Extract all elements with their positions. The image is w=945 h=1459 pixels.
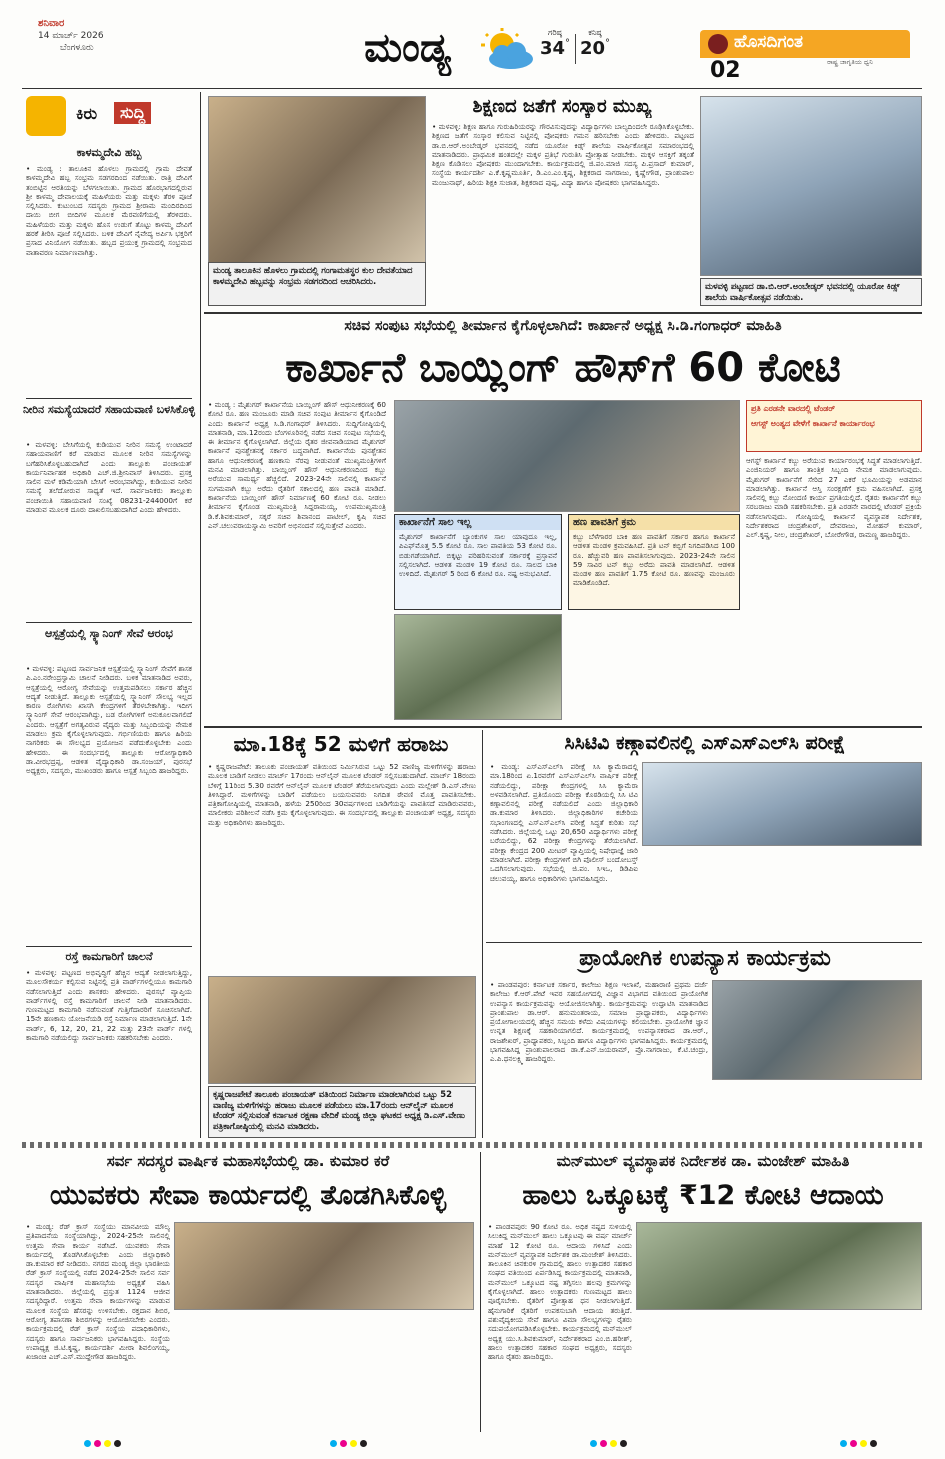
lead-tag-2: ಆಗಸ್ಟ್ ಅಂತ್ಯದ ವೇಳೆಗೆ ಕಾರ್ಖಾನೆ ಕಾರ್ಯಾರಂಭ (751, 419, 875, 428)
masthead (0, 0, 945, 88)
lead-box-2-body: ಕಬ್ಬು ಬೆಳೆಗಾರರ ಬಾಕಿ ಹಣ ಪಾವತಿಗೆ ಸರ್ಕಾರ ಹಾಗೂ ಕಾರ್ಖಾನೆ ಆಡಳಿತ ಮಂಡಳಿ ಕ್ರಮವಹಿಸಿದೆ. ಪ್ರತಿ ಟನ್ ಕಬ್ಬಿಗೆ ನಿಗದಿಪಡಿಸಿದ 100 ರೂ. ಹೆಚ್ಚುವರಿ ಹಣ ಪಾವತಿಸಲಾಗುವುದು. 2023-24ನೇ ಸಾಲಿನ 59 ಸಾವಿರ ಟನ್ ಕಬ್ಬು ಅರೆದು ಪಾವತಿ ಮಾಡಲಾಗಿದೆ. ಆಡಳಿತ ಮಂಡಳಿ ಹಣ ಪಾವತಿಗೆ 1.75 ಕೋಟಿ ರೂ. ಹಣವನ್ನು ಮಂಜೂರು ಮಾಡಿಕೊಂಡಿದೆ. (573, 532, 735, 588)
hand-icon (26, 96, 66, 136)
story-f-photo (174, 1222, 474, 1310)
lead-box-1-body: ಮೈಶುಗರ್ ಕಾರ್ಖಾನೆಗೆ ಬ್ಯಾಂಕುಗಳ ಸಾಲ ಯಾವುದೂ ಇಲ್ಲ, ಪಿಎಫ್‌ಮೊತ್ತ 5.5 ಕೋಟಿ ರೂ. ಸಾಲ ಪಾವತಿಯ 53 ಕೋಟಿ ರೂ. ಬಿಡುಗಡೆಯಾಗಿದೆ. ಬಿಕ್ಕಟ್ಟು ಪರಿಹರಿಸುವಂತೆ ಸರ್ಕಾರಕ್ಕೆ ಪ್ರಸ್ತಾವನೆ ಸಲ್ಲಿಸಲಾಗಿದೆ. ಆಡಳಿತ ಮಂಡಳಿ 19 ಕೋಟಿ ರೂ. ಸಾಲದ ಬಾಕಿ ಉಳಿದಿದೆ. ಮೈಶುಗರ್ 5 ರಿಂದ 6 ಕೋಟಿ ರೂ. ನಷ್ಟ ಅನುಭವಿಸಿದೆ. (399, 532, 557, 579)
kirusuddi-header (26, 96, 192, 138)
page-number: 02 (710, 58, 741, 83)
story-e-headline: ಪ್ರಾಯೋಗಿಕ ಉಪನ್ಯಾಸ ಕಾರ್ಯಕ್ರಮ (579, 946, 831, 971)
story-g-body: • ಪಾಂಡವಪುರ: 90 ಕೋಟಿ ರೂ. ಅಧಿಕ ನಷ್ಟದ ಸುಳಿಯಲ್ಲಿ ಸಿಲುಕಿದ್ದ ಮನ್‌ಮುಲ್ ಹಾಲು ಒಕ್ಕೂಟವು ಈ ವರ್ಷ ಮಾರ್ಚ್ ಮಾಹೆ 12 ಕೋಟಿ ರೂ. ಆದಾಯ ಗಳಿಸಿದೆ ಎಂದು ಮನ್‌ಮುಲ್ ವ್ಯವಸ್ಥಾಪಕ ನಿರ್ದೇಶಕ ಡಾ.ಮಂಜೇಶ್ ತಿಳಿಸಿದರು. ತಾಲೂಕಿನ ಚಿನಕುರಳಿ ಗ್ರಾಮದಲ್ಲಿ ಹಾಲು ಉತ್ಪಾದಕರ ಸಹಕಾರ ಸಂಘದ ವತಿಯಿಂದ ಏರ್ಪಡಿಸಿದ್ದ ಕಾರ್ಯಕ್ರಮದಲ್ಲಿ ಮಾತನಾಡಿ, ಮನ್‌ಮುಲ್ ಒಕ್ಕೂಟದ ನಷ್ಟ ತಗ್ಗಿಸಲು ಹಲವು ಕ್ರಮಗಳನ್ನು ಕೈಗೊಳ್ಳಲಾಗಿದೆ. ಹಾಲು ಉತ್ಪಾದಕರು ಗುಣಮಟ್ಟದ ಹಾಲು ಪೂರೈಸಬೇಕು. ರೈತರಿಗೆ ಪ್ರೋತ್ಸಾಹ ಧನ ನೀಡಲಾಗುತ್ತಿದೆ. ಹೈನುಗಾರಿಕೆ ರೈತರಿಗೆ ಉಪಕಸುಬಾಗಿ ಆದಾಯ ತರುತ್ತಿದೆ. ಪಶುವೈದ್ಯಕೀಯ ಸೇವೆ ಹಾಗೂ ವಿಮಾ ಸೌಲಭ್ಯಗಳನ್ನು ರೈತರು ಸದುಪಯೋಗಪಡಿಸಿಕೊಳ್ಳಬೇಕು. ಕಾರ್ಯಕ್ರಮದಲ್ಲಿ ಮನ್‌ಮುಲ್ ಅಧ್ಯಕ್ಷ ಯು.ಸಿ.ಶಿವಕುಮಾರ್, ನಿರ್ದೇಶಕರಾದ ಎಂ.ಬಿ.ಹರೀಶ್, ಹಾಲು ಉತ್ಪಾದಕರ ಸಹಕಾರ ಸಂಘದ ಅಧ್ಯಕ್ಷರು, ಸದಸ್ಯರು ಹಾಗೂ ರೈತರು ಹಾಜರಿದ್ದರು. (488, 1222, 632, 1362)
kirusuddi-column (22, 92, 196, 1140)
story-b-photo (700, 96, 922, 276)
column-rule (200, 92, 201, 1138)
section-strip (22, 1142, 922, 1148)
lead-box-2-title: ಹಣ ಪಾವತಿಗೆ ಕ್ರಮ (569, 515, 739, 530)
story-d-headline: ಸಿಸಿಟಿವಿ ಕಣ್ಗಾವಲಿನಲ್ಲಿ ಎಸ್‌ಎಸ್‌ಎಲ್‌ಸಿ ಪರೀಕ್ಷೆ (564, 732, 846, 754)
brand-name: ಹೊಸದಿಗಂತ (734, 32, 804, 52)
story-g-kicker: ಮನ್‌ಮುಲ್ ವ್ಯವಸ್ಥಾಪಕ ನಿರ್ದೇಶಕ ಡಾ. ಮಂಜೇಶ್ ಮಾಹಿತಿ (556, 1152, 850, 1170)
lead-body-3 (568, 614, 740, 720)
brief-1-title: ಕಾಳಮ್ಮದೇವಿ ಹಬ್ಬ (76, 146, 142, 159)
weather-icon (478, 28, 538, 72)
brief-1-body: • ಮಂಡ್ಯ : ತಾಲೂಕಿನ ಹೊಳಲು ಗ್ರಾಮದಲ್ಲಿ ಗ್ರಾಮ ದೇವತೆ ಕಾಳಮ್ಮದೇವಿ ಹಬ್ಬ ಸಂಭ್ರಮ ಸಡಗರದಿಂದ ನಡೆಯಿತು. ರಾತ್ರಿ ದೇವಿಗೆ ತಂಬಿಟ್ಟಿನ ಆರತಿಯನ್ನು ಬೆಳಗಲಾಯಿತು. ಗ್ರಾಮದ ಹೊರಭಾಗದಲ್ಲಿರುವ ಶ್ರೀ ಕಾಳಮ್ಮ ದೇವಾಲಯಕ್ಕೆ ಮಹಿಳೆಯರು ಮತ್ತು ಮಕ್ಕಳು ತೆರಳಿ ಪೂಜೆ ಸಲ್ಲಿಸಿದರು. ಕುಟುಂಬದ ಸದಸ್ಯರು ಗ್ರಾಮದ ಶ್ರೀರಾಮ ಮಂದಿರದಿಂದ ದಾಯಿ ಬೀಗ ಬೀದಿಗಳ ಮೂಲಕ ಮೆರವಣಿಗೆಯಲ್ಲಿ ತೆರಳಿದರು. ಮಹಿಳೆಯರು ಮತ್ತು ಮಕ್ಕಳು ಹೊಸ ಉಡುಗೆ ತೊಟ್ಟು ಕಾಳಮ್ಮ ದೇವಿಗೆ ಹರಕೆ ತೀರಿಸಿ ಪೂಜೆ ಸಲ್ಲಿಸಿದರು. ಬಳಿಕ ದೇವಿಗೆ ನೈವೇದ್ಯ ಅರ್ಪಿಸಿ ಭಕ್ತರಿಗೆ ಪ್ರಸಾದ ವಿನಿಯೋಗ ನಡೆಯಿತು. ಹಬ್ಬದ ಪ್ರಯುಕ್ತ ಗ್ರಾಮದಲ್ಲಿ ಸಂಭ್ರಮದ ವಾತಾವರಣ ನಿರ್ಮಾಣವಾಗಿತ್ತು. (26, 164, 192, 257)
brand-emblem-icon (708, 34, 728, 54)
story-c-photo (208, 976, 476, 1084)
weather-max (538, 28, 572, 74)
masthead-day: ಶನಿವಾರ (38, 18, 65, 29)
story-c-headline: ಮಾ.18ಕ್ಕೆ 52 ಮಳಿಗೆ ಹರಾಜು (233, 732, 449, 756)
story-c-body: • ಕೃಷ್ಣರಾಜಪೇಟೆ: ತಾಲೂಕು ಪಂಚಾಯತ್ ವತಿಯಿಂದ ನಿರ್ಮಿಸಿರುವ ಒಟ್ಟು 52 ವಾಣಿಜ್ಯ ಮಳಿಗೆಗಳನ್ನು ಹರಾಜು ಮೂಲಕ ಬಾಡಿಗೆ ನೀಡಲು ಮಾರ್ಚ್ 17ರಂದು ಆನ್‌ಲೈನ್ ಮೂಲಕ ಟೆಂಡರ್ ಸಲ್ಲಿಸಬಹುದಾಗಿದೆ. ಮಾರ್ಚ್ 18ರಂದು ಬೆಳಿಗ್ಗೆ 11ರಿಂದ 5.30 ರವರೆಗೆ ಆನ್‌ಲೈನ್ ಮೂಲಕ ಟೆಂಡರ್ ತೆರೆಯಲಾಗುವುದು ಎಂದು ಮಲ್ಲೇಶ್ ಡಿ.ಎಸ್.ವೇಣು ತಿಳಿಸಿದ್ದಾರೆ. ಮಳಿಗೆಗಳನ್ನು ಬಾಡಿಗೆ ಪಡೆಯಲು ಬಯಸುವವರು ನಿಗದಿತ ಠೇವಣಿ ಮೊತ್ತ ಪಾವತಿಸಬೇಕು. ಪತ್ರಿಕಾಗೋಷ್ಠಿಯಲ್ಲಿ ಮಾತನಾಡಿ, ಹಳೆಯ 250ರಿಂದ 30ವರ್ಷಗಳಿಂದ ಬಾಡಿಗೆಯನ್ನು ಪಾವತಿಸದೆ ಮಾಡಿರುವವರು, ಮಾಲೀಕರು ಪರಿಶೀಲನೆ ನಡೆಸಿ ಕ್ರಮ ಕೈಗೊಳ್ಳಲಾಗುವುದು. ಈ ಸಂದರ್ಭದಲ್ಲಿ ತಾಲ್ಲೂಕು ಪಂಚಾಯತ್ ಅಧ್ಯಕ್ಷ, ಸದಸ್ಯರು ಮತ್ತು ಅಧಿಕಾರಿಗಳು ಹಾಜರಿದ್ದರು. (208, 762, 476, 827)
weather-min-value: 20 (579, 38, 606, 59)
masthead-date: 14 ಮಾರ್ಚ್ 2026 (38, 31, 104, 41)
story-g-headline: ಹಾಲು ಒಕ್ಕೂಟಕ್ಕೆ ₹12 ಕೋಟಿ ಆದಾಯ (522, 1180, 884, 1211)
story-e-body: • ಪಾಂಡವಪುರ: ಕರ್ನಾಟಕ ಸರ್ಕಾರ, ಕಾಲೇಜು ಶಿಕ್ಷಣ ಇಲಾಖೆ, ಮಹಾರಾಣಿ ಪ್ರಥಮ ದರ್ಜೆ ಕಾಲೇಜು ಕೆ.ಆರ್.ಪೇಟೆ ಇವರ ಸಹಯೋಗದಲ್ಲಿ ವಿಜ್ಞಾನ ವಿಭಾಗದ ವತಿಯಿಂದ ಪ್ರಾಯೋಗಿಕ ಉಪನ್ಯಾಸ ಕಾರ್ಯಕ್ರಮವನ್ನು ಆಯೋಜಿಸಲಾಗಿತ್ತು. ಕಾರ್ಯಕ್ರಮವನ್ನು ಉದ್ಘಾಟಿಸಿ ಮಾತನಾಡಿದ ಪ್ರಾಂಶುಪಾಲ ಡಾ.ಆರ್. ಹನುಮಂತರಾಯ, ಸಮಾಜ ಪ್ರಾಧ್ಯಾಪಕರು, ವಿದ್ಯಾರ್ಥಿಗಳು ಪ್ರಯೋಗಾಲಯದಲ್ಲಿ ಹೆಚ್ಚಿನ ಸಮಯ ಕಳೆದು ವಿಷಯಗಳನ್ನು ಕಲಿಯಬೇಕು. ಪ್ರಾಯೋಗಿಕ ಜ್ಞಾನ ಉನ್ನತ ಶಿಕ್ಷಣಕ್ಕೆ ಸಹಕಾರಿಯಾಗಲಿದೆ. ಕಾರ್ಯಕ್ರಮದಲ್ಲಿ ಉಪನ್ಯಾಸಕರಾದ ಡಾ.ಆರ್., ರಾಜಶೇಖರ್, ಪ್ರಾಧ್ಯಾಪಕರು, ಸಿಬ್ಬಂದಿ ಹಾಗೂ ವಿದ್ಯಾರ್ಥಿಗಳು ಭಾಗವಹಿಸಿದ್ದರು. ಕಾರ್ಯಕ್ರಮದಲ್ಲಿ ಭಾಗವಹಿಸಿದ್ದ ಪ್ರಾಂಶುಪಾಲರಾದ ಡಾ.ಕೆ.ಎನ್.ಜಯರಾಮ್, ಪ್ರೊ.ನಾಗರಾಜು, ಕೆ.ಟಿ.ಚಂದ್ರು, ಎ.ಪಿ.ಧನಲಕ್ಷ್ಮಿ ಹಾಜರಿದ್ದರು. (490, 980, 708, 1064)
lead-box-1-title: ಕಾರ್ಖಾನೆಗೆ ಸಾಲ ಇಲ್ಲ (395, 515, 561, 530)
lead-kicker: ಸಚಿವ ಸಂಪುಟ ಸಭೆಯಲ್ಲಿ ತೀರ್ಮಾನ ಕೈಗೊಳ್ಳಲಾಗಿದೆ: ಕಾರ್ಖಾನೆ ಅಧ್ಯಕ್ಷ ಸಿ.ಡಿ.ಗಂಗಾಧರ್ ಮಾಹಿತಿ (344, 318, 782, 334)
brief-divider (26, 946, 192, 947)
lead-box-2 (568, 514, 740, 610)
lead-photo-factory (394, 614, 562, 720)
story-b-body: • ಮಳವಳ್ಳಿ: ಶಿಕ್ಷಣ ಹಾಗೂ ಗುರುಹಿರಿಯರನ್ನು ಗೌರವಿಸುವುದನ್ನು ವಿದ್ಯಾರ್ಥಿಗಳು ಬಾಲ್ಯದಿಂದಲೇ ರೂಢಿಸಿಕೊಳ್ಳಬೇಕು. ಶಿಕ್ಷಣದ ಜತೆಗೆ ಸಂಸ್ಕಾರ ಕಲಿಸುವ ನಿಟ್ಟಿನಲ್ಲಿ ಪೋಷಕರು ಗಮನ ಹರಿಸಬೇಕು ಎಂದು ಹೇಳಿದರು. ಪಟ್ಟಣದ ಡಾ.ಬಿ.ಆರ್.ಅಂಬೇಡ್ಕರ್ ಭವನದಲ್ಲಿ ನಡೆದ ಯೂರೋ ಕಿಡ್ಸ್ ಶಾಲೆಯ ವಾರ್ಷಿಕೋತ್ಸವ ಸಮಾರಂಭದಲ್ಲಿ ಮಾತನಾಡಿದರು. ಪ್ರಾಥಮಿಕ ಹಂತದಲ್ಲೇ ಮಕ್ಕಳ ಪ್ರತಿಭೆ ಗುರುತಿಸಿ ಪ್ರೋತ್ಸಾಹ ನೀಡಬೇಕು. ಮಕ್ಕಳ ಆಸಕ್ತಿಗೆ ತಕ್ಕಂತೆ ಶಿಕ್ಷಣ ಕೊಡಿಸಲು ಪೋಷಕರು ಮುಂದಾಗಬೇಕು. ಕಾರ್ಯಕ್ರಮದಲ್ಲಿ ಜಿ.ಪಂ.ಮಾಜಿ ಸದಸ್ಯ ಪಿ.ಪ್ರಸಾದ್ ಕುಮಾರ್, ಸಂಸ್ಥೆಯ ಕಾರ್ಯದರ್ಶಿ ಎ.ಕೆ.ಕೃಷ್ಣಮೂರ್ತಿ, ಡಿ.ಎಂ.ಎಂ.ಕೃಷ್ಣ, ಶಿಕ್ಷಕರಾದ ನಾಗರಾಜು, ಕೃಷ್ಣೇಗೌಡ, ಪ್ರಾಂಶುಪಾಲ ಮಂಜುನಾಥ್, ಹಿರಿಯ ಶಿಕ್ಷಕಿ ಸುಜಾತ, ಶಿಕ್ಷಕರಾದ ಪುಷ್ಪ, ವಿದ್ಯಾ ಹಾಗೂ ಪೋಷಕರು ಭಾಗವಹಿಸಿದ್ದರು. (432, 122, 694, 187)
story-d-photo (642, 762, 922, 846)
brief-2-body: • ಮಳವಳ್ಳಿ: ಬೇಸಿಗೆಯಲ್ಲಿ ಕುಡಿಯುವ ನೀರಿನ ಸಮಸ್ಯೆ ಉಂಟಾದರೆ ಸಹಾಯವಾಣಿಗೆ ಕರೆ ಮಾಡುವ ಮೂಲಕ ನೀರಿನ ಸಮಸ್ಯೆಗಳನ್ನು ಬಗೆಹರಿಸಿಕೊಳ್ಳಬಹುದಾಗಿದೆ ಎಂದು ತಾಲ್ಲೂಕು ಪಂಚಾಯತ್ ಕಾರ್ಯನಿರ್ವಾಹಕ ಅಧಿಕಾರಿ ಎಚ್.ಜಿ.ಶ್ರೀನಿವಾಸ್ ತಿಳಿಸಿದರು. ಪ್ರಸಕ್ತ ಸಾಲಿನ ಮಳೆ ಕಡಿಮೆಯಾಗಿ ಬೇಸಿಗೆ ಆರಂಭವಾಗಿದ್ದು, ಕುಡಿಯುವ ನೀರಿನ ಸಮಸ್ಯೆ ತಲೆದೋರುವ ಸಾಧ್ಯತೆ ಇದೆ. ಸಾರ್ವಜನಿಕರು ತಾಲ್ಲೂಕು ಪಂಚಾಯಿತಿ ಸಹಾಯವಾಣಿ ಸಂಖ್ಯೆ 08231-244000ಗೆ ಕರೆ ಮಾಡುವ ಮೂಲಕ ದೂರು ದಾಖಲಿಸಬಹುದಾಗಿದೆ ಎಂದು ಹೇಳಿದರು. (26, 440, 192, 515)
masthead-title: ಮಂಡ್ಯ (364, 25, 451, 71)
registration-marks-mid (590, 1440, 627, 1447)
brief-2-title: ನೀರಿನ ಸಮಸ್ಯೆಯಾದರೆ ಸಹಾಯವಾಣಿ ಬಳಸಿಕೊಳ್ಳಿ (22, 403, 196, 416)
story-a-caption: ಮಂಡ್ಯ ತಾಲೂಕಿನ ಹೊಳಲು ಗ್ರಾಮದಲ್ಲಿ ಗಂಗಾಮತಸ್ಥರ ಕುಲ ದೇವತೆಯಾದ ಕಾಳಮ್ಮದೇವಿ ಹಬ್ಬವನ್ನು ಸಂಭ್ರಮ ಸಡಗರದಿಂದ ಆಚರಿಸಿದರು. (208, 262, 426, 306)
story-a-photo (208, 96, 426, 276)
story-g-photo (636, 1222, 922, 1310)
story-b-headline: ಶಿಕ್ಷಣದ ಜತೆಗೆ ಸಂಸ್ಕಾರ ಮುಖ್ಯ (472, 96, 652, 117)
weather-min-label: ಕನಿಷ್ಠ (588, 28, 602, 37)
brief-4-title: ರಸ್ತೆ ಕಾಮಗಾರಿಗೆ ಚಾಲನೆ (65, 950, 153, 963)
lead-box-1 (394, 514, 562, 610)
brief-3-body: • ಮಳವಳ್ಳಿ: ಪಟ್ಟಣದ ಸಾರ್ವಜನಿಕ ಆಸ್ಪತ್ರೆಯಲ್ಲಿ ಸ್ಕ್ಯಾನಿಂಗ್ ಸೇವೆಗೆ ಶಾಸಕ ಪಿ.ಎಂ.ನರೇಂದ್ರಸ್ವಾಮಿ ಚಾಲನೆ ನೀಡಿದರು. ಬಳಿಕ ಮಾತನಾಡಿದ ಅವರು, ಆಸ್ಪತ್ರೆಯಲ್ಲಿ ಆರೋಗ್ಯ ಸೇವೆಯನ್ನು ಉತ್ತಮಪಡಿಸಲು ಸರ್ಕಾರ ಹೆಚ್ಚಿನ ಆದ್ಯತೆ ನೀಡುತ್ತಿದೆ. ತಾಲ್ಲೂಕು ಆಸ್ಪತ್ರೆಯಲ್ಲಿ ಸ್ಕ್ಯಾನಿಂಗ್ ಸೌಲಭ್ಯ ಇಲ್ಲದ ಕಾರಣ ರೋಗಿಗಳು ಖಾಸಗಿ ಕೇಂದ್ರಗಳಿಗೆ ತೆರಳಬೇಕಾಗಿತ್ತು. ಇದೀಗ ಸ್ಕ್ಯಾನಿಂಗ್ ಸೇವೆ ಆರಂಭವಾಗಿದ್ದು, ಬಡ ರೋಗಿಗಳಿಗೆ ಅನುಕೂಲವಾಗಲಿದೆ ಎಂದರು. ಆಸ್ಪತ್ರೆಗೆ ಅಗತ್ಯವಿರುವ ವೈದ್ಯರು ಮತ್ತು ಸಿಬ್ಬಂದಿಯನ್ನು ನೇಮಕ ಮಾಡಲು ಕ್ರಮ ಕೈಗೊಳ್ಳಲಾಗುವುದು. ಗರ್ಭಿಣಿಯರು ಹಾಗೂ ಹಿರಿಯ ನಾಗರಿಕರು ಈ ಸೌಲಭ್ಯದ ಪ್ರಯೋಜನ ಪಡೆದುಕೊಳ್ಳಬೇಕು ಎಂದು ಹೇಳಿದರು. ಈ ಸಂದರ್ಭದಲ್ಲಿ ತಾಲ್ಲೂಕು ಆರೋಗ್ಯಾಧಿಕಾರಿ ಡಾ.ವೀರಭದ್ರಪ್ಪ, ಆಡಳಿತ ವೈದ್ಯಾಧಿಕಾರಿ ಡಾ.ಸಂಜಯ್, ಪುರಸಭೆ ಅಧ್ಯಕ್ಷರು, ಸದಸ್ಯರು, ಮುಖಂಡರು ಹಾಗೂ ಆಸ್ಪತ್ರೆ ಸಿಬ್ಬಂದಿ ಹಾಜರಿದ್ದರು. (26, 664, 192, 776)
section-rule (486, 942, 922, 943)
section-rule (204, 726, 922, 728)
brief-divider (26, 622, 192, 623)
brand-tagline: ರಾಷ್ಟ್ರ ಜಾಗೃತಿಯ ಧ್ವನಿ (827, 58, 873, 66)
kirusuddi-label-b: ಸುದ್ದಿ (114, 102, 151, 124)
masthead-date-block (38, 18, 158, 62)
story-f-kicker: ಸರ್ವ ಸದಸ್ಯರ ವಾರ್ಷಿಕ ಮಹಾಸಭೆಯಲ್ಲಿ ಡಾ. ಕುಮಾರ ಕರೆ (106, 1152, 390, 1170)
weather-min (578, 28, 612, 74)
masthead-rule (22, 88, 922, 89)
story-f-body: • ಮಂಡ್ಯ: ರೆಡ್ ಕ್ರಾಸ್ ಸಂಸ್ಥೆಯು ಮಾನವೀಯ ಮೌಲ್ಯ ಪ್ರತಿಪಾದನೆಯ ಸಂಸ್ಥೆಯಾಗಿದ್ದು, 2024-25ನೇ ಸಾಲಿನಲ್ಲಿ ಉತ್ತಮ ಸೇವಾ ಕಾರ್ಯ ನಡೆಸಿದೆ. ಯುವಕರು ಸೇವಾ ಕಾರ್ಯದಲ್ಲಿ ತೊಡಗಿಸಿಕೊಳ್ಳಬೇಕು ಎಂದು ಜಿಲ್ಲಾಧಿಕಾರಿ ಡಾ.ಕುಮಾರ ಕರೆ ನೀಡಿದರು. ನಗರದ ಮಂಡ್ಯ ಜಿಲ್ಲಾ ಭಾರತೀಯ ರೆಡ್ ಕ್ರಾಸ್ ಸಂಸ್ಥೆಯಲ್ಲಿ ನಡೆದ 2024-25ನೇ ಸಾಲಿನ ಸರ್ವ ಸದಸ್ಯರ ವಾರ್ಷಿಕ ಮಹಾಸಭೆಯ ಅಧ್ಯಕ್ಷತೆ ವಹಿಸಿ ಮಾತನಾಡಿದರು. ಜಿಲ್ಲೆಯಲ್ಲಿ ಪ್ರಸ್ತುತ 1124 ಆಜೀವ ಸದಸ್ಯರಿದ್ದಾರೆ. ಉತ್ತಮ ಸೇವಾ ಕಾರ್ಯಗಳನ್ನು ಮಾಡುವ ಮೂಲಕ ಸಂಸ್ಥೆಯ ಹೆಸರನ್ನು ಉಳಿಸಬೇಕು. ರಕ್ತದಾನ ಶಿಬಿರ, ಆರೋಗ್ಯ ತಪಾಸಣಾ ಶಿಬಿರಗಳನ್ನು ಆಯೋಜಿಸಬೇಕು ಎಂದರು. ಕಾರ್ಯಕ್ರಮದಲ್ಲಿ ರೆಡ್ ಕ್ರಾಸ್ ಸಂಸ್ಥೆಯ ಪದಾಧಿಕಾರಿಗಳು, ಸದಸ್ಯರು ಹಾಗೂ ಸಾರ್ವಜನಿಕರು ಭಾಗವಹಿಸಿದ್ದರು. ಸಂಸ್ಥೆಯ ಉಪಾಧ್ಯಕ್ಷ ಜಿ.ಟಿ.ಕೃಷ್ಣ, ಕಾರ್ಯದರ್ಶಿ ಮೀರಾ ಶಿವಲಿಂಗಯ್ಯ, ಖಜಾಂಚಿ ಎಚ್.ಎಸ್.ಮುದ್ದೇಗೌಡ ಹಾಜರಿದ್ದರು. (26, 1222, 170, 1362)
story-e-photo (712, 980, 922, 1080)
lead-tag-1: ಪ್ರತಿ ಎರಡನೇ ವಾರದಲ್ಲಿ ಟೆಂಡರ್ (751, 404, 836, 413)
lead-headline: ಕಾರ್ಖಾನೆ ಬಾಯ್ಲಿಂಗ್ ಹೌಸ್‌ಗೆ 60 ಕೋಟಿ (285, 345, 841, 391)
lead-tags (746, 400, 922, 452)
story-d-body-cont (642, 850, 922, 938)
brief-3-title: ಆಸ್ಪತ್ರೆಯಲ್ಲಿ ಸ್ಕ್ಯಾನಿಂಗ್ ಸೇವೆ ಆರಂಭ (45, 627, 173, 640)
column-rule (480, 1152, 481, 1432)
weather-max-deg: ° (565, 38, 571, 49)
weather-min-deg: ° (605, 38, 611, 49)
story-e-body-cont (712, 1084, 922, 1138)
section-rule (204, 312, 922, 314)
registration-marks-left (84, 1440, 121, 1447)
story-c-caption: ಕೃಷ್ಣರಾಜಪೇಟೆ ತಾಲೂಕು ಪಂಚಾಯತ್ ವತಿಯಿಂದ ನಿರ್ಮಾಣ ಮಾಡಲಾಗಿರುವ ಒಟ್ಟು 52 ವಾಣಿಜ್ಯ ಮಳಿಗೆಗಳನ್ನು ಹರಾಜು ಮೂಲಕ ಪಡೆಯಲು ಮಾ.17ರಂದು ಆನ್‌ಲೈನ್ ಮೂಲಕ ಟೆಂಡರ್ ಸಲ್ಲಿಸುವಂತೆ ಕರ್ನಾಟಕ ರಕ್ಷಣಾ ವೇದಿಕೆ ಮಂಡ್ಯ ಜಿಲ್ಲಾ ಘಟಕದ ಅಧ್ಯಕ್ಷ ಡಿ.ಎಸ್.ವೇಣು ಪತ್ರಿಕಾಗೋಷ್ಠಿಯಲ್ಲಿ ಮನವಿ ಮಾಡಿದರು. (208, 1086, 476, 1138)
story-f-headline: ಯುವಕರು ಸೇವಾ ಕಾರ್ಯದಲ್ಲಿ ತೊಡಗಿಸಿಕೊಳ್ಳಿ (49, 1180, 447, 1211)
kirusuddi-label-a: ಕಿರು (76, 104, 98, 123)
weather-max-label: ಗರಿಷ್ಠ (548, 28, 562, 37)
lead-photo-press-meet (394, 400, 740, 512)
registration-marks-right (840, 1440, 877, 1447)
story-f-body-cont (174, 1314, 474, 1430)
masthead-city: ಬೆಂಗಳೂರು (60, 43, 94, 53)
lead-body-1: • ಮಂಡ್ಯ : ಮೈಶುಗರ್ ಕಾರ್ಖಾನೆಯ ಬಾಯ್ಲಿಂಗ್ ಹೌಸ್ ಆಧುನೀಕರಣಕ್ಕೆ 60 ಕೋಟಿ ರೂ. ಹಣ ಮಂಜೂರು ಮಾಡಿ ಸಚಿವ ಸಂಪುಟ ತೀರ್ಮಾನ ಕೈಗೊಂಡಿದೆ ಎಂದು ಕಾರ್ಖಾನೆ ಅಧ್ಯಕ್ಷ ಸಿ.ಡಿ.ಗಂಗಾಧರ್ ತಿಳಿಸಿದರು. ಸುದ್ದಿಗೋಷ್ಠಿಯಲ್ಲಿ ಮಾತನಾಡಿ, ಮಾ.12ರಂದು ಬೆಂಗಳೂರಿನಲ್ಲಿ ನಡೆದ ಸಚಿವ ಸಂಪುಟ ಸಭೆಯಲ್ಲಿ ಈ ತೀರ್ಮಾನ ಕೈಗೊಳ್ಳಲಾಗಿದೆ. ಜಿಲ್ಲೆಯ ರೈತರ ಜೀವನಾಡಿಯಾದ ಮೈಶುಗರ್ ಕಾರ್ಖಾನೆ ಪುನಶ್ಚೇತನಕ್ಕೆ ಸರ್ಕಾರ ಬದ್ಧವಾಗಿದೆ. ಕಾರ್ಖಾನೆಯ ಪುನಶ್ಚೇತನ ಹಾಗೂ ಆಧುನೀಕರಣಕ್ಕೆ ಹಣಕಾಸು ನೆರವು ನೀಡುವಂತೆ ಮುಖ್ಯಮಂತ್ರಿಗಳಿಗೆ ಮನವಿ ಮಾಡಲಾಗಿತ್ತು. ಬಾಯ್ಲಿಂಗ್ ಹೌಸ್ ಆಧುನೀಕರಣದಿಂದ ಕಬ್ಬು ಅರೆಯುವ ಸಾಮರ್ಥ್ಯ ಹೆಚ್ಚಲಿದೆ. 2023-24ನೇ ಸಾಲಿನಲ್ಲಿ ಕಾರ್ಖಾನೆ ಸುಗಮವಾಗಿ ಕಬ್ಬು ಅರೆದು ರೈತರಿಗೆ ಸಕಾಲದಲ್ಲಿ ಹಣ ಪಾವತಿ ಮಾಡಿದೆ. ಕಾರ್ಖಾನೆಯ ಬಾಯ್ಲಿಂಗ್ ಹೌಸ್ ನಿರ್ಮಾಣಕ್ಕೆ 60 ಕೋಟಿ ರೂ. ನೀಡಲು ತೀರ್ಮಾನ ಕೈಗೊಂಡ ಮುಖ್ಯಮಂತ್ರಿ ಸಿದ್ದರಾಮಯ್ಯ, ಉಪಮುಖ್ಯಮಂತ್ರಿ ಡಿ.ಕೆ.ಶಿವಕುಮಾರ್, ಸಕ್ಕರೆ ಸಚಿವ ಶಿವಾನಂದ ಪಾಟೀಲ್, ಕೃಷಿ ಸಚಿವ ಎನ್.ಚಲುವರಾಯಸ್ವಾಮಿ ಅವರಿಗೆ ಅಭಿನಂದನೆ ಸಲ್ಲಿಸುತ್ತೇವೆ ಎಂದರು. (208, 400, 386, 530)
weather-divider (575, 34, 576, 64)
story-g-body-cont (636, 1314, 922, 1430)
column-rule (482, 730, 483, 1138)
story-d-body: • ಮಂಡ್ಯ: ಎಸ್‌ಎಸ್‌ಎಲ್‌ಸಿ ಪರೀಕ್ಷೆ ಸಿಸಿ ಕ್ಯಾಮೆರಾದಲ್ಲಿ ಮಾ.18ರಿಂದ ಏ.1ರವರೆಗೆ ಎಸ್‌ಎಸ್‌ಎಲ್‌ಸಿ ವಾರ್ಷಿಕ ಪರೀಕ್ಷೆ ನಡೆಯಲಿದ್ದು, ಪರೀಕ್ಷಾ ಕೇಂದ್ರಗಳಲ್ಲಿ ಸಿಸಿ ಕ್ಯಾಮೆರಾ ಅಳವಡಿಸಲಾಗಿದೆ. ಪ್ರತಿಯೊಂದು ಪರೀಕ್ಷಾ ಕೊಠಡಿಯಲ್ಲಿ ಸಿಸಿ ಟಿವಿ ಕಣ್ಗಾವಲಿನಲ್ಲಿ ಪರೀಕ್ಷೆ ನಡೆಯಲಿದೆ ಎಂದು ಜಿಲ್ಲಾಧಿಕಾರಿ ಡಾ.ಕುಮಾರ ತಿಳಿಸಿದರು. ಜಿಲ್ಲಾಧಿಕಾರಿಗಳ ಕಚೇರಿಯ ಸಭಾಂಗಣದಲ್ಲಿ ಎಸ್‌ಎಸ್‌ಎಲ್‌ಸಿ ಪರೀಕ್ಷೆ ಸಿದ್ಧತೆ ಕುರಿತು ಸಭೆ ನಡೆಸಿದರು. ಜಿಲ್ಲೆಯಲ್ಲಿ ಒಟ್ಟು 20,650 ವಿದ್ಯಾರ್ಥಿಗಳು ಪರೀಕ್ಷೆ ಬರೆಯಲಿದ್ದು, 62 ಪರೀಕ್ಷಾ ಕೇಂದ್ರಗಳನ್ನು ತೆರೆಯಲಾಗಿದೆ. ಪರೀಕ್ಷಾ ಕೇಂದ್ರದ 200 ಮೀಟರ್ ವ್ಯಾಪ್ತಿಯಲ್ಲಿ ನಿಷೇಧಾಜ್ಞೆ ಜಾರಿ ಮಾಡಲಾಗಿದೆ. ಪರೀಕ್ಷಾ ಕೇಂದ್ರಗಳಿಗೆ ಬಿಗಿ ಪೊಲೀಸ್ ಬಂದೋಬಸ್ತ್ ಒದಗಿಸಲಾಗುವುದು. ಸಭೆಯಲ್ಲಿ ಜಿ.ಪಂ. ಸಿಇಒ, ಡಿಡಿಪಿಐ ಚಲುವಯ್ಯ, ಹಾಗೂ ಅಧಿಕಾರಿಗಳು ಭಾಗವಹಿಸಿದ್ದರು. (490, 762, 638, 883)
lead-body-2: ಆಗಸ್ಟ್ ಕಾರ್ಖಾನೆ ಕಬ್ಬು ಅರೆಯುವ ಕಾರ್ಯಾರಂಭಕ್ಕೆ ಸಿದ್ಧತೆ ಮಾಡಲಾಗುತ್ತಿದೆ. ಎಂಜಿನಿಯರ್ ಹಾಗೂ ತಾಂತ್ರಿಕ ಸಿಬ್ಬಂದಿ ನೇಮಕ ಮಾಡಲಾಗುವುದು. ಮೈಶುಗರ್ ಕಾರ್ಖಾನೆಗೆ ಸೇರಿದ 27 ಎಕರೆ ಭೂಮಿಯನ್ನು ಅಡಮಾನ ಮಾಡಲಾಗಿತ್ತು. ಕಾರ್ಖಾನೆ ಆಸ್ತಿ ಸಂರಕ್ಷಣೆಗೆ ಕ್ರಮ ವಹಿಸಲಾಗಿದೆ. ಪ್ರಸಕ್ತ ಸಾಲಿನಲ್ಲಿ ಕಬ್ಬು ನೋಂದಣಿ ಕಾರ್ಯ ಪ್ರಗತಿಯಲ್ಲಿದೆ. ರೈತರು ಕಾರ್ಖಾನೆಗೆ ಕಬ್ಬು ಸರಬರಾಜು ಮಾಡಿ ಸಹಕರಿಸಬೇಕು. ಪ್ರತಿ ಎರಡನೇ ವಾರದಲ್ಲಿ ಟೆಂಡರ್ ಪ್ರಕ್ರಿಯೆ ನಡೆಸಲಾಗುವುದು. ಗೋಷ್ಠಿಯಲ್ಲಿ ಕಾರ್ಖಾನೆ ವ್ಯವಸ್ಥಾಪಕ ನಿರ್ದೇಶಕ, ನಿರ್ದೇಶಕರಾದ ಚಂದ್ರಶೇಖರ್, ದೇವರಾಜು, ಮೋಹನ್ ಕುಮಾರ್, ಎಲ್.ಕೃಷ್ಣ, ನೀಲ, ಚಂದ್ರಶೇಖರ್, ಬೋರೇಗೌಡ, ರಾಮಣ್ಣ ಹಾಜರಿದ್ದರು. (746, 456, 922, 540)
brief-4-body: • ಮಳವಳ್ಳಿ: ಪಟ್ಟಣದ ಅಭಿವೃದ್ಧಿಗೆ ಹೆಚ್ಚಿನ ಆದ್ಯತೆ ನೀಡಲಾಗುತ್ತಿದ್ದು, ಮೂಲಸೌಕರ್ಯ ಕಲ್ಪಿಸುವ ನಿಟ್ಟಿನಲ್ಲಿ ಪ್ರತಿ ವಾರ್ಡ್‌ಗಳಲ್ಲಿಯೂ ಕಾಮಗಾರಿ ನಡೆಸಲಾಗುತ್ತಿದೆ ಎಂದು ಶಾಸಕರು ಹೇಳಿದರು. ಪುರಸಭೆ ವ್ಯಾಪ್ತಿಯ ವಾರ್ಡ್‌ಗಳಲ್ಲಿ ರಸ್ತೆ ಕಾಮಗಾರಿಗೆ ಚಾಲನೆ ನೀಡಿ ಮಾತನಾಡಿದರು. ಗುಣಮಟ್ಟದ ಕಾಮಗಾರಿ ನಡೆಸುವಂತೆ ಗುತ್ತಿಗೆದಾರರಿಗೆ ಸೂಚಿಸಲಾಗಿದೆ. 15ನೇ ಹಣಕಾಸು ಯೋಜನೆಯಡಿ ರಸ್ತೆ ನಿರ್ಮಾಣ ಮಾಡಲಾಗುತ್ತಿದೆ. 1ನೇ ವಾರ್ಡ್, 6, 12, 20, 21, 22 ಮತ್ತು 23ನೇ ವಾರ್ಡ್ ಗಳಲ್ಲಿ ಕಾಮಗಾರಿ ನಡೆಯಲಿದ್ದು ಸಾರ್ವಜನಿಕರು ಸಹಕರಿಸಬೇಕು ಎಂದರು. (26, 968, 192, 1043)
brand-logo (700, 30, 910, 58)
weather-max-value: 34 (539, 38, 566, 59)
story-b-caption: ಮಳವಳ್ಳಿ ಪಟ್ಟಣದ ಡಾ.ಬಿ.ಆರ್.ಅಂಬೇಡ್ಕರ್ ಭವನದಲ್ಲಿ ಯೂರೋ ಕಿಡ್ಸ್ ಶಾಲೆಯ ವಾರ್ಷಿಕೋತ್ಸವ ನಡೆಯಿತು. (700, 278, 922, 306)
registration-marks-center (330, 1440, 367, 1447)
brief-divider (26, 398, 192, 399)
